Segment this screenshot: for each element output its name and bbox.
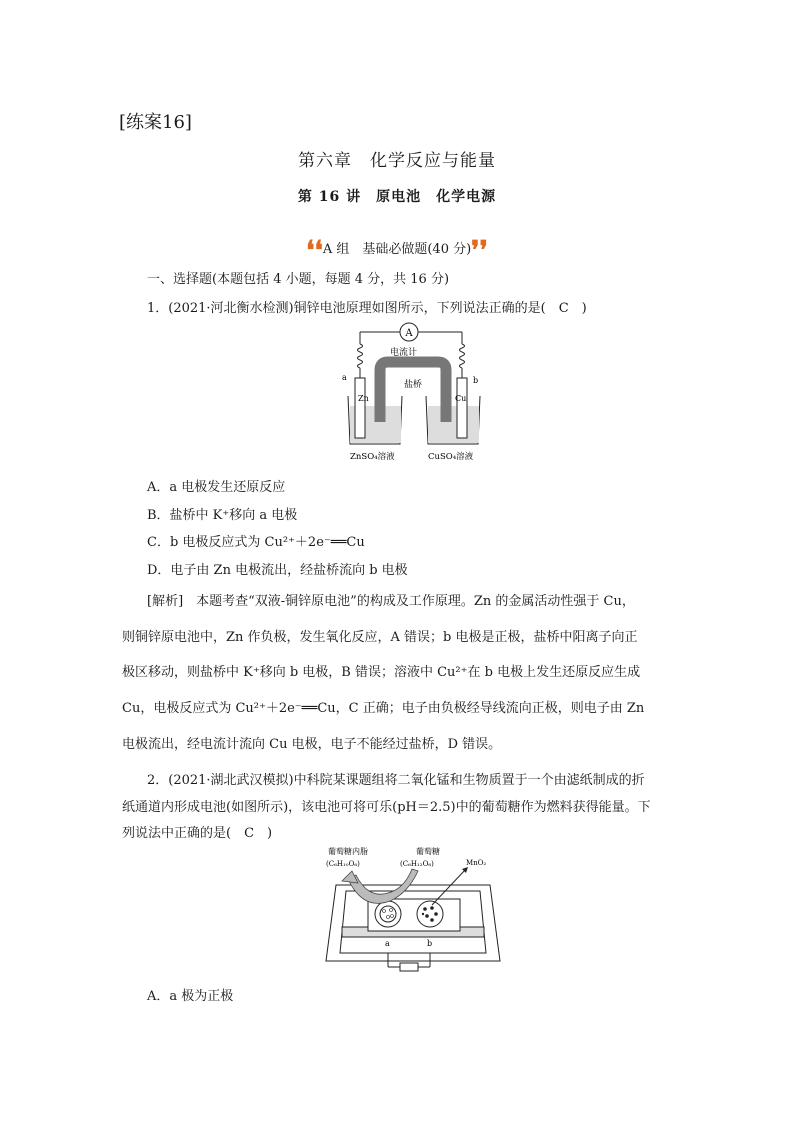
electrode-a bbox=[375, 901, 401, 927]
salt-bridge-label: 盐桥 bbox=[403, 380, 423, 390]
resistor-icon bbox=[400, 963, 418, 971]
chapter-title: 第六章 化学反应与能量 bbox=[298, 151, 496, 171]
question-1-stem: 1．(2021·河北衡水检测)铜锌电池原理如图所示，下列说法正确的是( C ) bbox=[147, 301, 587, 316]
analysis-line-2: 则铜锌原电池中，Zn 作负极，发生氧化反应，A 错误；b 电极是正极，盐桥中阳离子向正 bbox=[122, 630, 638, 645]
lesson-title: 第 16 讲 原电池 化学电源 bbox=[297, 189, 497, 205]
question-1-option-c: C．b 电极反应式为 Cu²⁺＋2e⁻══Cu bbox=[147, 535, 365, 550]
zinc-electrode bbox=[355, 378, 365, 438]
glucose-label: 葡萄糖 bbox=[416, 847, 440, 856]
lactone-formula: (C₆H₁₀O₆) bbox=[326, 860, 360, 868]
mno2-label: MnO₂ bbox=[466, 859, 487, 867]
label-a: a bbox=[385, 939, 390, 948]
question-2-option-a: A．a 极为正极 bbox=[147, 989, 234, 1004]
close-quote-icon: ❜❜ bbox=[471, 236, 488, 266]
paper-battery-figure bbox=[318, 843, 508, 978]
question-2-stem-line-3: 列说法中正确的是( C ) bbox=[122, 826, 273, 841]
exercise-tag: [练案16] bbox=[119, 112, 192, 133]
label-b: b bbox=[427, 939, 433, 948]
question-2-stem-line-1: 2．(2021·湖北武汉模拟)中科院某课题组将二氧化锰和生物质置于一个由滤纸制成的折 bbox=[147, 773, 645, 788]
zinc-label: Zn bbox=[358, 394, 369, 403]
left-solution-label: ZnSO₄溶液 bbox=[350, 452, 395, 462]
group-heading bbox=[0, 236, 794, 266]
lactone-label: 葡萄糖内脂 bbox=[328, 847, 368, 856]
analysis-line-5: 电极流出，经电流计流向 Cu 电极，电子不能经过盐桥，D 错误。 bbox=[122, 737, 502, 752]
electrode-a-label: a bbox=[342, 373, 347, 382]
section-heading: 一、选择题(本题包括 4 小题，每题 4 分，共 16 分) bbox=[147, 272, 450, 287]
meter-symbol: A bbox=[405, 328, 413, 339]
curved-arrow-icon bbox=[348, 869, 418, 903]
question-1-option-a: A．a 电极发生还原反应 bbox=[147, 480, 286, 495]
glucose-formula: (C₆H₁₂O₆) bbox=[400, 860, 434, 868]
analysis-line-4: Cu，电极反应式为 Cu²⁺＋2e⁻══Cu，C 正确；电子由负极经导线流向正极，则电子由 Zn bbox=[122, 701, 645, 716]
question-2-stem-line-2: 纸通道内形成电池(如图所示)，该电池可将可乐(pH＝2.5)中的葡萄糖作为燃料获得能量。下 bbox=[122, 800, 651, 815]
question-1-option-b: B．盐桥中 K⁺移向 a 电极 bbox=[147, 508, 298, 523]
electrode-b-label: b bbox=[473, 376, 479, 385]
copper-zinc-cell-figure bbox=[338, 320, 488, 468]
question-1-option-d: D．电子由 Zn 电极流出，经盐桥流向 b 电极 bbox=[147, 563, 408, 578]
copper-label: Cu bbox=[455, 394, 467, 403]
meter-label: 电流计 bbox=[390, 348, 418, 358]
analysis-line-1: [解析] 本题考查“双液-铜锌原电池”的构成及工作原理。Zn 的金属活动性强于 Cu， bbox=[147, 594, 635, 609]
analysis-line-3: 极区移动，则盐桥中 K⁺移向 b 电极，B 错误；溶液中 Cu²⁺在 b 电极上发生还原反应生成 bbox=[122, 665, 641, 680]
group-label: A 组 基础必做题(40 分) bbox=[322, 242, 472, 257]
copper-electrode bbox=[457, 378, 467, 438]
right-solution bbox=[428, 406, 479, 443]
electrode-b bbox=[417, 901, 443, 927]
right-solution-label: CuSO₄溶液 bbox=[428, 452, 474, 462]
open-quote-icon: ❛❛ bbox=[306, 236, 323, 266]
